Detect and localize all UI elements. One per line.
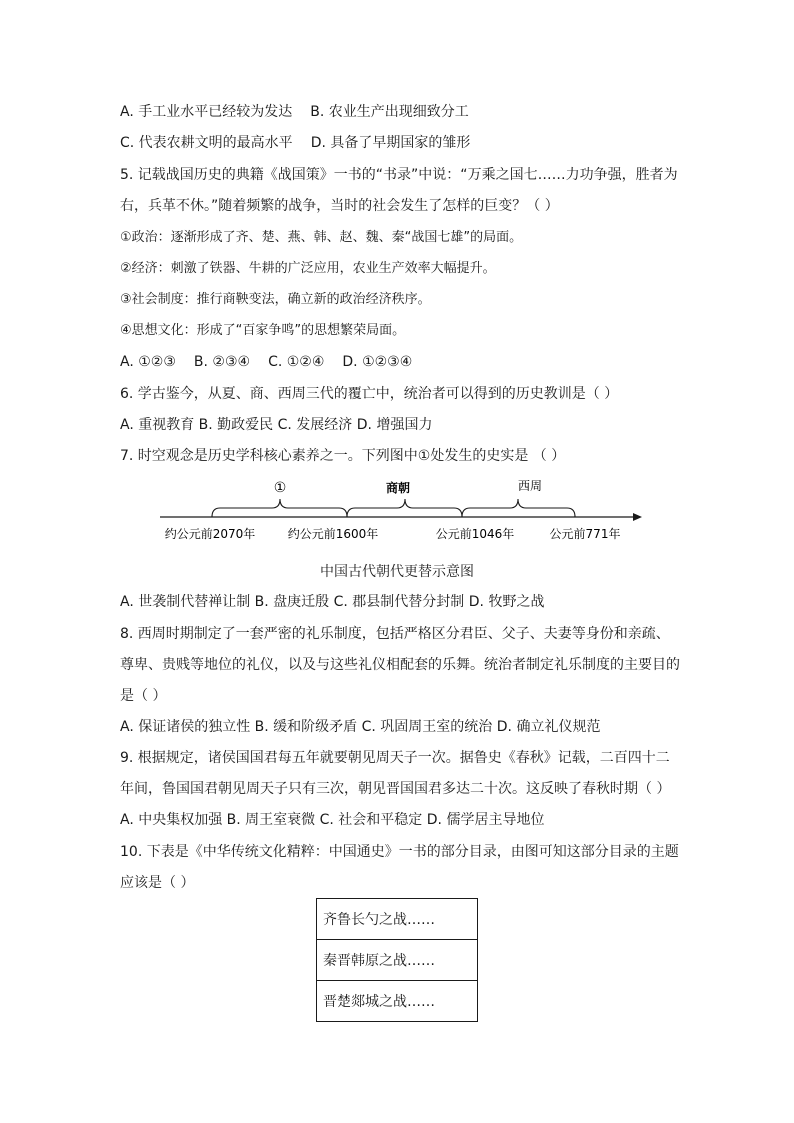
date-label-2: 约公元前1600年	[287, 527, 379, 541]
q5-stem-line1: 5. 记载战国历史的典籍《战国策》一书的“书录”中说：“万乘之国七……力功争强，胜者为	[120, 167, 678, 183]
q5-option-d[interactable]: D. ①②③④	[342, 354, 413, 370]
q6-stem: 6. 学古鉴今，从夏、商、西周三代的覆亡中，统治者可以得到的历史教训是（ ）	[120, 386, 619, 402]
q8-stem-line3: 是（ ）	[120, 688, 167, 704]
table-cell: 齐鲁长勺之战……	[317, 899, 478, 940]
q4-options-row1	[120, 103, 469, 121]
segment-label-western-zhou: 西周	[517, 479, 543, 493]
q5-option-c[interactable]: C. ①②④	[268, 354, 325, 370]
q5-item-4: ④思想文化：形成了“百家争鸣”的思想繁荣局面。	[120, 323, 406, 338]
dynasty-timeline-diagram	[150, 470, 650, 550]
q9-options[interactable]: A. 中央集权加强 B. 周王室衰微 C. 社会和平稳定 D. 儒学居主导地位	[120, 812, 545, 828]
q5-stem-line2: 右，兵革不休。”随着频繁的战争，当时的社会发生了怎样的巨变？（ ）	[120, 198, 559, 214]
brace-2	[347, 499, 462, 517]
brace-3	[462, 499, 575, 517]
q5-item-1: ①政治：逐渐形成了齐、楚、燕、韩、赵、魏、秦“战国七雄”的局面。	[120, 230, 523, 245]
q10-stem-line2: 应该是（ ）	[120, 875, 195, 891]
q5-option-a[interactable]: A. ①②③	[120, 354, 176, 370]
q8-options[interactable]: A. 保证诸侯的独立性 B. 缓和阶级矛盾 C. 巩固周王室的统治 D. 确立礼仪规范	[120, 719, 601, 735]
q9-stem-line1: 9. 根据规定，诸侯国国君每五年就要朝见周天子一次。据鲁史《春秋》记载，二百四十二	[120, 750, 670, 766]
date-label-1: 约公元前2070年	[164, 527, 256, 541]
q10-stem-line1: 10. 下表是《中华传统文化精粹：中国通史》一书的部分目录，由图可知这部分目录的主题	[120, 844, 679, 860]
timeline-arrow-icon	[633, 513, 642, 521]
q9-stem-line2: 年间，鲁国国君朝见周天子只有三次，朝见晋国国君多达二十次。这反映了春秋时期（ ）	[120, 781, 671, 797]
table-cell: 秦晋韩原之战……	[317, 940, 478, 981]
segment-label-shang: 商朝	[385, 481, 411, 495]
timeline-caption: 中国古代朝代更替示意图	[320, 564, 474, 580]
segment-label-1: ①	[273, 480, 287, 496]
table-cell: 晋楚郯城之战……	[317, 981, 478, 1022]
q8-stem-line1: 8. 西周时期制定了一套严密的礼乐制度，包括严格区分君臣、父子、夫妻等身份和亲疏、	[120, 626, 670, 642]
q7-options[interactable]: A. 世袭制代替禅让制 B. 盘庚迁殷 C. 郡县制代替分封制 D. 牧野之战	[120, 594, 545, 610]
q5-item-3: ③社会制度：推行商鞅变法，确立新的政治经济秩序。	[120, 292, 431, 307]
q10-contents-table	[316, 898, 478, 1022]
q4-option-a[interactable]: A. 手工业水平已经较为发达	[120, 104, 293, 120]
q4-option-c[interactable]: C. 代表农耕文明的最高水平	[120, 135, 293, 151]
q5-item-2: ②经济：刺激了铁器、牛耕的广泛应用，农业生产效率大幅提升。	[120, 261, 496, 276]
q4-option-d[interactable]: D. 具备了早期国家的雏形	[310, 135, 471, 151]
date-label-3: 公元前1046年	[435, 527, 515, 541]
q4-option-b[interactable]: B. 农业生产出现细致分工	[310, 104, 469, 120]
q7-stem: 7. 时空观念是历史学科核心素养之一。下列图中①处发生的史实是 （ ）	[120, 448, 566, 464]
table-row	[317, 981, 478, 1022]
q8-stem-line2: 尊卑、贵贱等地位的礼仪，以及与这些礼仪相配套的乐舞。统治者制定礼乐制度的主要目的	[120, 657, 680, 673]
brace-1	[212, 499, 347, 517]
table-row	[317, 899, 478, 940]
table-row	[317, 940, 478, 981]
q5-options	[120, 353, 412, 371]
q4-options-row2	[120, 134, 470, 152]
date-label-4: 公元前771年	[549, 527, 621, 541]
q6-options[interactable]: A. 重视教育 B. 勤政爱民 C. 发展经济 D. 增强国力	[120, 417, 433, 433]
q5-option-b[interactable]: B. ②③④	[193, 354, 251, 370]
